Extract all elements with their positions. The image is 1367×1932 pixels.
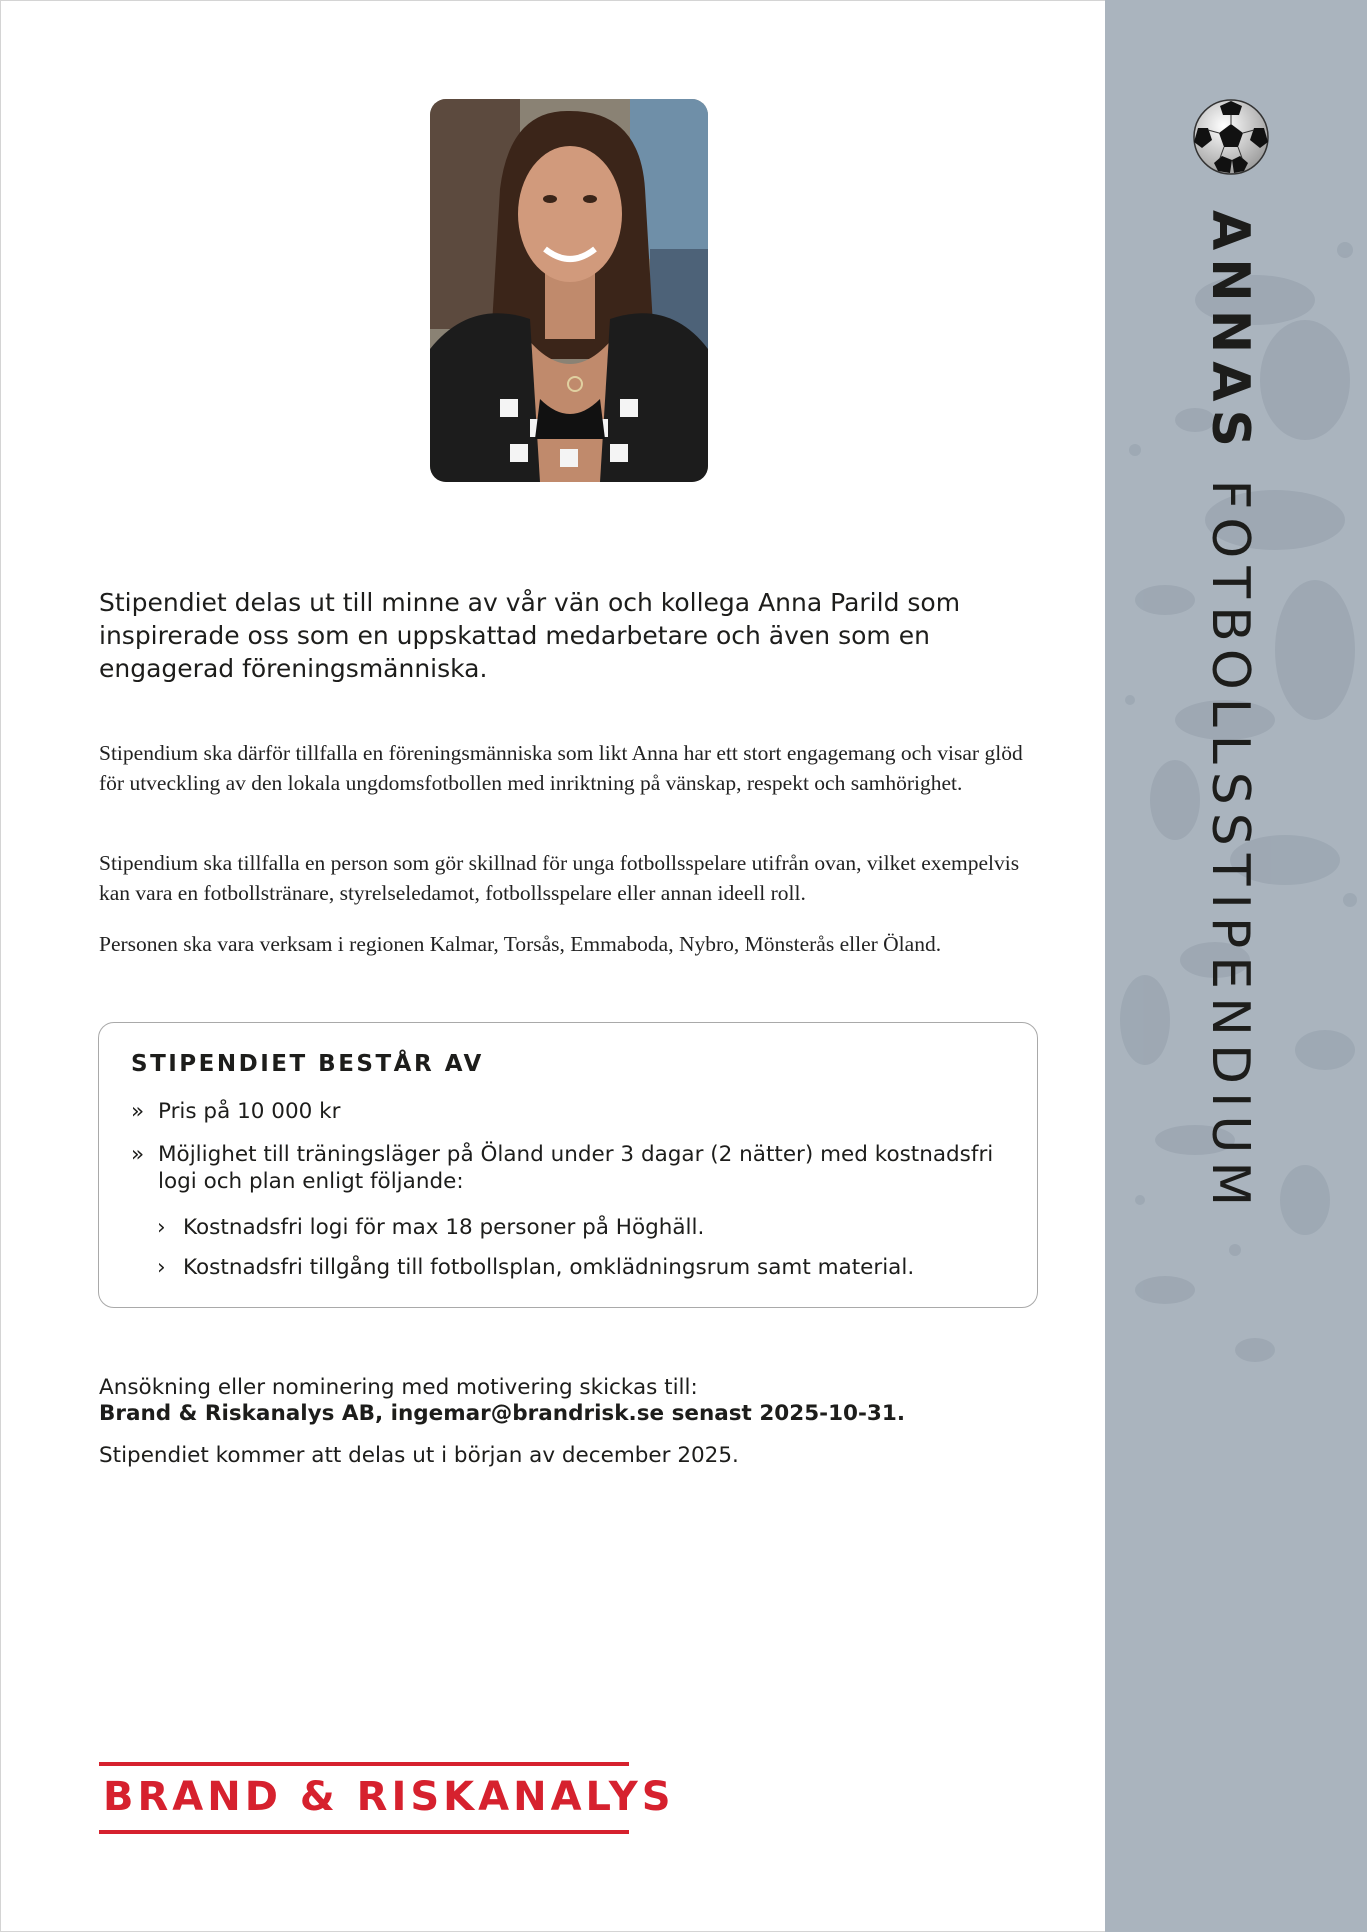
sub-bullet-marker: › xyxy=(157,1255,166,1280)
brand-logo xyxy=(99,1762,675,1834)
sub-list-item xyxy=(157,1254,1023,1281)
sub-list-item-text: Kostnadsfri tillgång till fotbollsplan, omklädningsrum samt material. xyxy=(183,1255,915,1280)
logo-wordmark: BRAND & RISKANALYS xyxy=(103,1774,675,1820)
list-item-text: Pris på 10 000 kr xyxy=(158,1099,341,1124)
logo-bar-bottom xyxy=(99,1830,629,1834)
sub-list-item xyxy=(157,1214,1023,1241)
intro-text: Stipendiet delas ut till minne av vår vän och kollega Anna Parild som inspirerade oss som en uppskattad medarbetare och även som en engagerad föreningsmänniska. xyxy=(99,588,961,683)
logo-bar-top xyxy=(99,1762,629,1766)
football-icon xyxy=(1192,98,1270,176)
side-title xyxy=(1200,210,1260,1214)
list-item-text: Möjlighet till träningsläger på Öland under 3 dagar (2 nätter) med kostnadsfri logi och plan enligt följande: xyxy=(158,1142,994,1194)
side-title-light: FOTBOLLSSTIPENDIUM xyxy=(1200,454,1260,1215)
application-contact: Brand & Riskanalys AB, ingemar@brandrisk.se senast 2025-10-31. xyxy=(99,1401,906,1426)
stipend-box xyxy=(98,1022,1038,1308)
bullet-marker: » xyxy=(131,1099,145,1124)
paragraph-1: Stipendium ska därför tillfalla en föreningsmänniska som likt Anna har ett stort engagemang och visar glöd för utveckling av den lokala ungdomsfotbollen med inriktning på vänskap, respekt och samhörighet. xyxy=(99,741,1023,795)
application-instructions: Ansökning eller nominering med motivering skickas till: xyxy=(99,1375,698,1400)
side-title-bold: ANNAS xyxy=(1200,210,1260,455)
award-date-text: Stipendiet kommer att delas ut i början av december 2025. xyxy=(99,1443,739,1468)
paragraph-3: Personen ska vara verksam i regionen Kalmar, Torsås, Emmaboda, Nybro, Mönsterås eller Öland. xyxy=(99,932,942,956)
list-item xyxy=(131,1141,998,1195)
sub-bullet-marker: › xyxy=(157,1215,166,1240)
sub-list-item-text: Kostnadsfri logi för max 18 personer på Höghäll. xyxy=(183,1215,705,1240)
bullet-marker: » xyxy=(131,1142,145,1167)
box-title: STIPENDIET BESTÅR AV xyxy=(131,1051,484,1077)
paragraph-2: Stipendium ska tillfalla en person som gör skillnad för unga fotbollsspelare utifrån ovan, vilket exempelvis kan vara en fotbollstränare, styrelseledamot, fotbollsspelare eller annan ideell roll. xyxy=(99,851,1020,905)
list-item xyxy=(131,1098,998,1125)
portrait-photo xyxy=(430,99,708,482)
